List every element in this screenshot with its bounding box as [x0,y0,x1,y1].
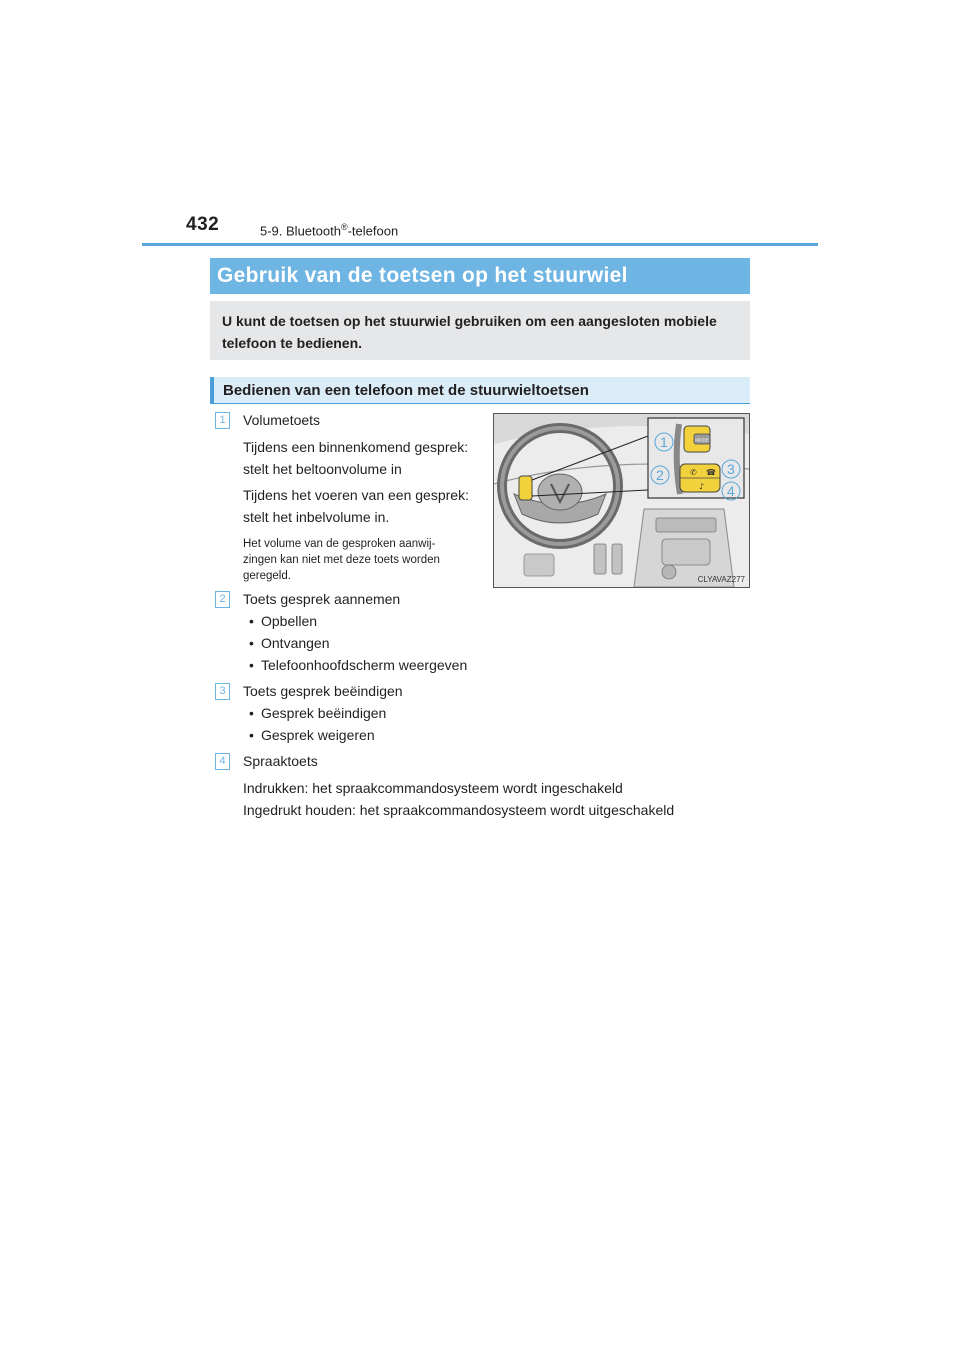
item-bullet: • Telefoonhoofdscherm weergeven [261,654,467,676]
steering-wheel-illustration [493,413,750,588]
subsection-title: Bedienen van een telefoon met de stuurwieltoetsen [210,377,750,404]
item-line: Tijdens het voeren van een gesprek: [243,487,469,503]
figure-code: CLYAVAZ277 [697,575,745,584]
svg-text:♪: ♪ [699,482,705,491]
mode-button-label: MODE [695,437,709,443]
item-bullet: • Gesprek weigeren [261,724,375,746]
item-title: Volumetoets [243,412,321,428]
item-title: Spraaktoets [243,753,318,769]
item-number-badge: 2 [215,591,230,608]
svg-text:☎: ☎ [706,468,716,477]
item-note-line: geregeld. [243,570,291,582]
item-line: stelt het beltoonvolume in [243,461,402,477]
item-line: Ingedrukt houden: het spraakcommandosysteem wordt uitgeschakeld [243,802,675,818]
section-title: Gebruik van de toetsen op het stuurwiel [210,258,750,294]
item-bullet: • Ontvangen [261,632,330,654]
chapter-title: 5-9. Bluetooth®-telefoon [260,222,399,239]
item-number-badge: 3 [215,683,230,700]
callout-2: 2 [656,467,664,483]
item-bullet: • Gesprek beëindigen [261,702,386,724]
item-line: stelt het inbelvolume in. [243,509,390,525]
intro-box [210,301,750,360]
page-number: 432 [186,214,220,235]
item-line: Indrukken: het spraakcommandosysteem wordt ingeschakeld [243,780,623,796]
item-note-line: zingen kan niet met deze toets worden [243,554,440,566]
callout-3: 3 [727,461,735,477]
item-number-badge: 4 [215,753,230,770]
header-rule [142,243,818,246]
callout-1: 1 [660,434,668,450]
item-line: Tijdens een binnenkomend gesprek: [243,439,469,455]
callout-4: 4 [727,483,735,499]
item-title: Toets gesprek beëindigen [243,683,403,699]
item-number-badge: 1 [215,412,230,429]
svg-text:✆: ✆ [690,468,697,477]
intro-line: telefoon te bedienen. [222,335,363,351]
item-bullet: • Opbellen [261,610,317,632]
intro-line: U kunt de toetsen op het stuurwiel gebruiken om een aangesloten mobiele [222,313,717,329]
item-note-line: Het volume van de gesproken aanwij- [243,538,436,550]
item-title: Toets gesprek aannemen [243,591,401,607]
steering-wheel-drawing [494,414,749,587]
